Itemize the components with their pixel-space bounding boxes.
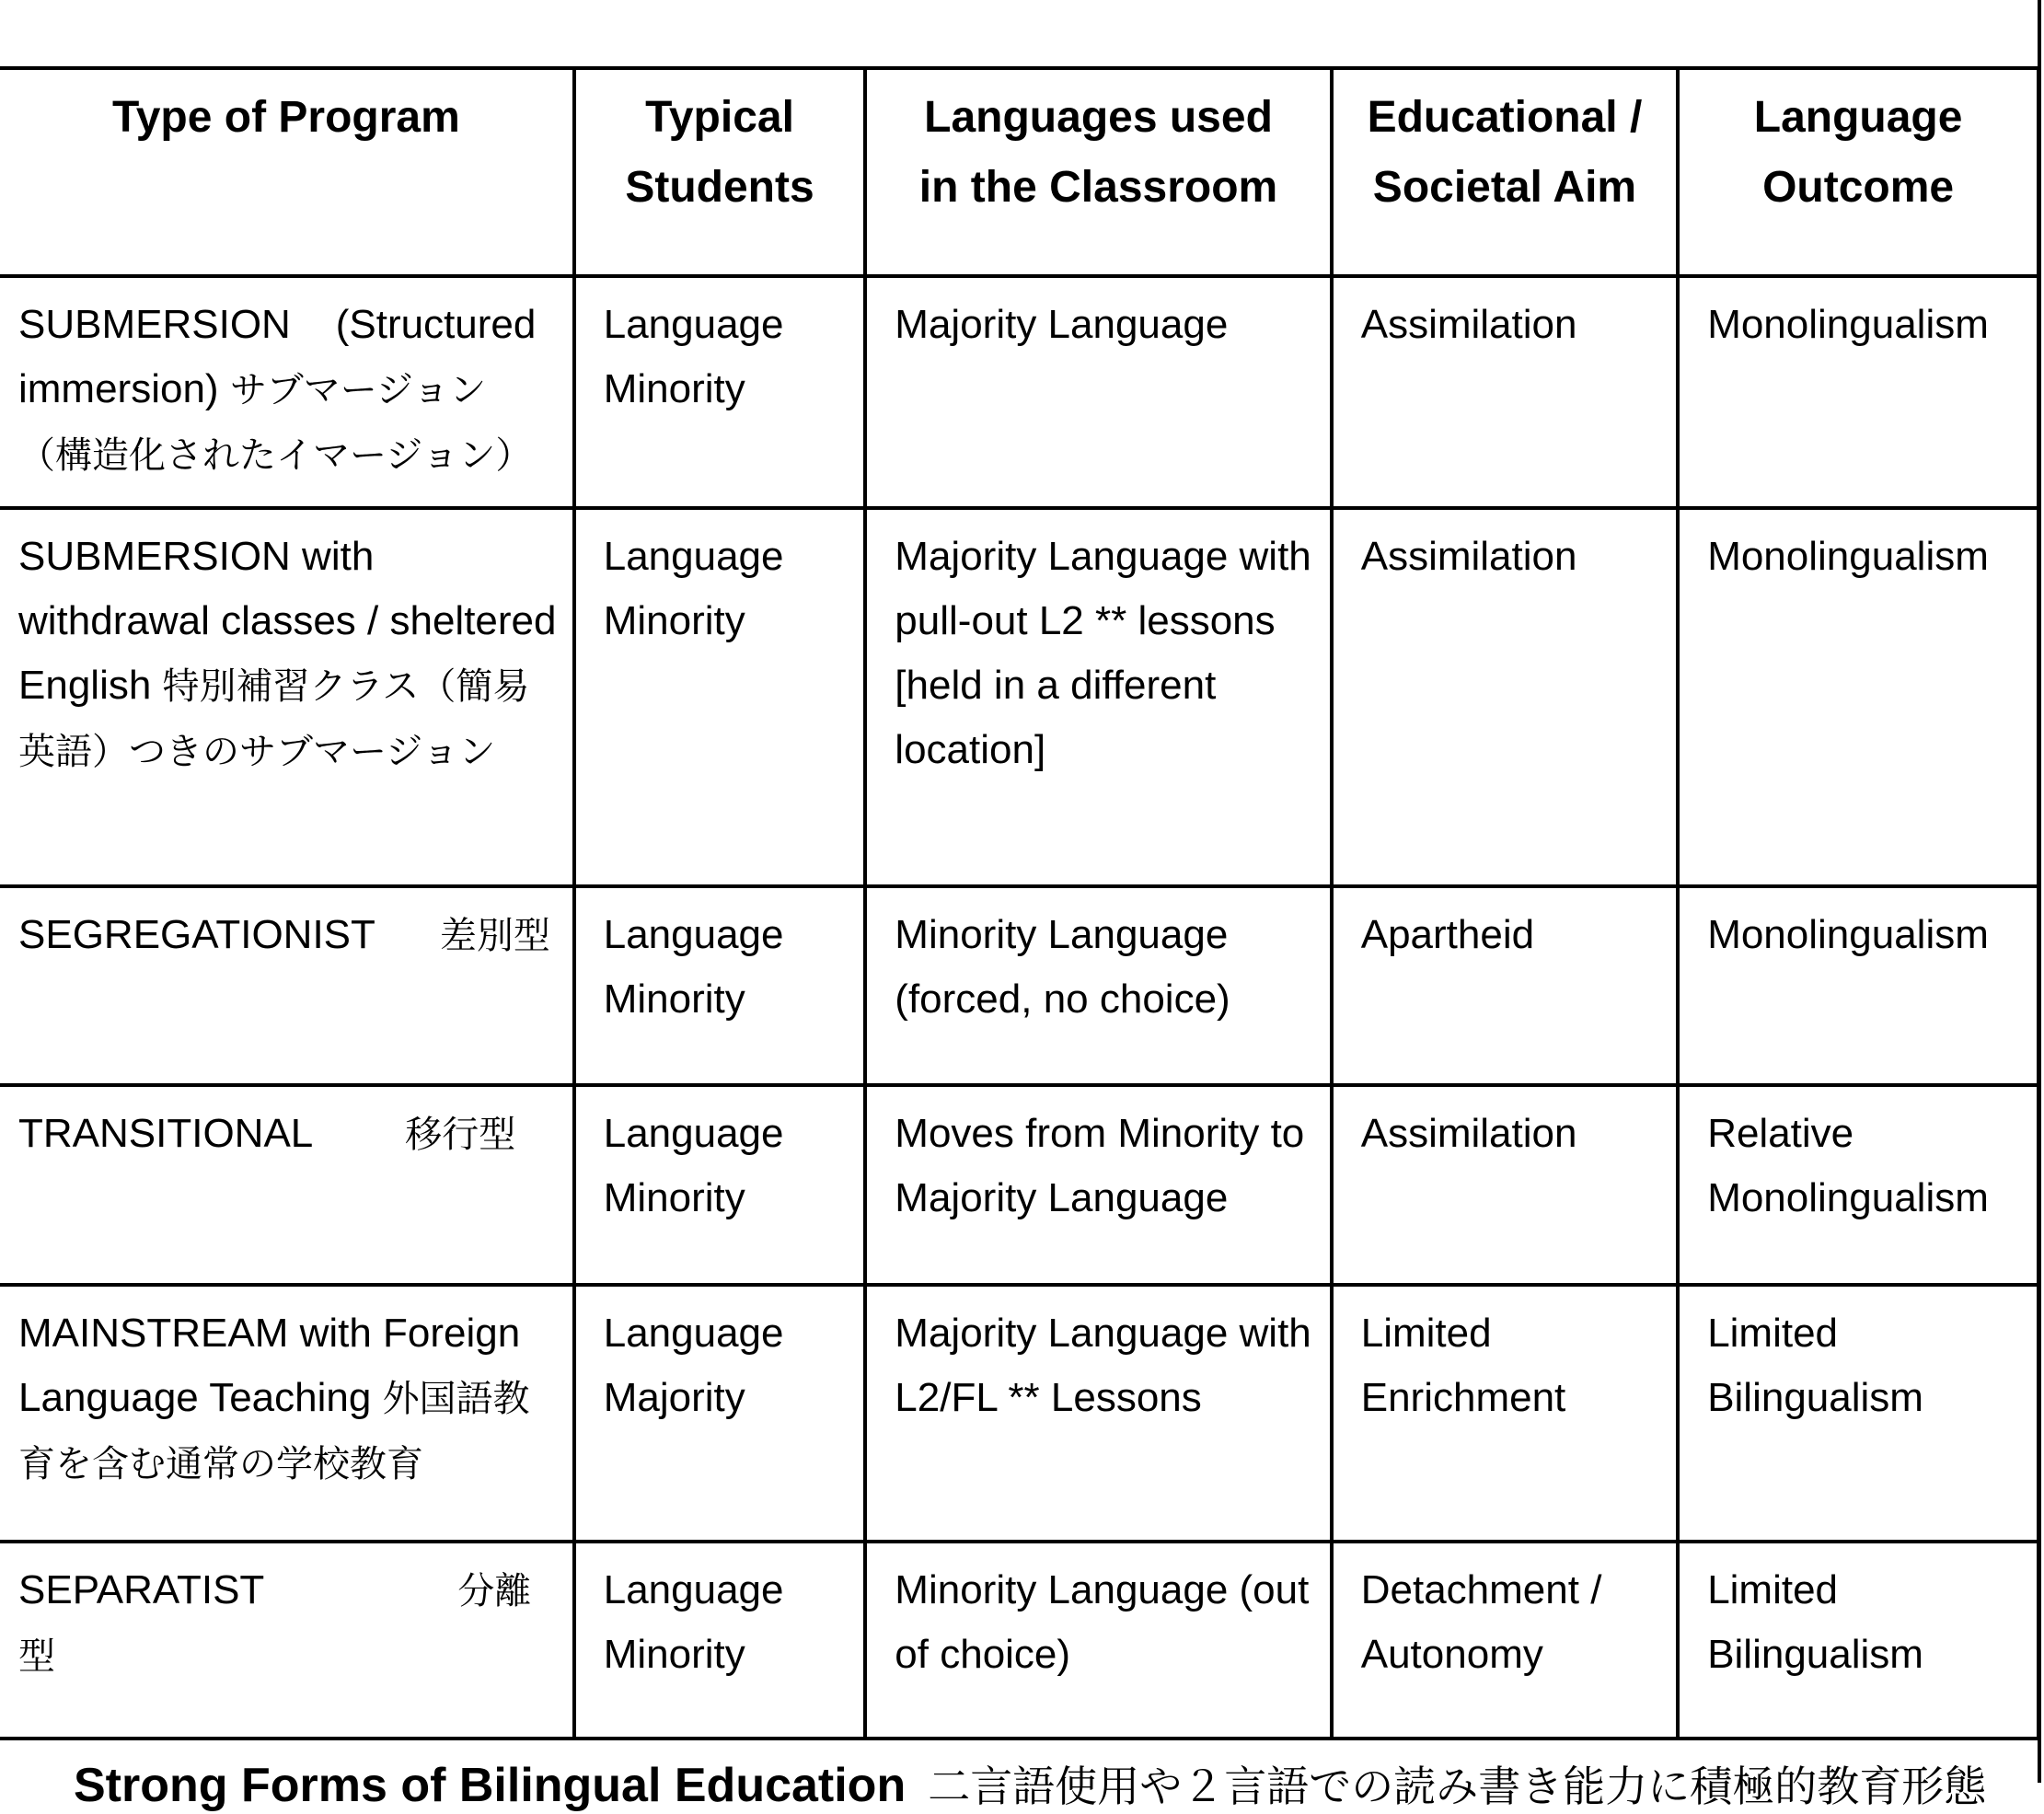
table-row [0, 508, 2038, 886]
table-row [0, 1285, 2038, 1542]
program-name-ja: 分離型 [18, 1570, 532, 1678]
cell-students: Language Minority [574, 1542, 866, 1739]
table-row [0, 1542, 2038, 1739]
table-header-row [0, 68, 2038, 276]
header-line: Language [1753, 93, 1963, 142]
caption-ja: 二言語使用や２言語での読み書き能力に積極的教育形態 [928, 1762, 1987, 1811]
cell-languages: Moves from Minority to Majority Language [865, 1085, 1331, 1285]
cell-program-type [0, 276, 574, 508]
program-name-en: SUBMERSION (Structured immersion) [18, 302, 548, 411]
cell-students: Language Minority [574, 508, 866, 886]
cell-languages: Majority Language [865, 276, 1331, 508]
program-name-ja: 外国語教育を含む通常の学校教育 [18, 1378, 530, 1485]
program-name-en: SUBMERSION with withdrawal classes / sheltered English [18, 534, 557, 708]
cell-program-type [0, 1085, 574, 1285]
cell-students: Language Minority [574, 1085, 866, 1285]
header-educational-aim [1332, 68, 1678, 276]
bilingual-program-table [0, 66, 2040, 1740]
cell-outcome: Monolingualism [1678, 508, 2038, 886]
header-line: Students [625, 163, 814, 212]
header-line: Educational / [1367, 93, 1643, 142]
caption-en: Strong Forms of Bilingual Education [74, 1759, 907, 1812]
header-line: Outcome [1762, 163, 1955, 212]
table-row [0, 886, 2038, 1085]
header-line: in the Classroom [918, 163, 1278, 212]
cell-outcome: Limited Bilingualism [1678, 1542, 2038, 1739]
cell-outcome: Monolingualism [1678, 276, 2038, 508]
cell-program-type [0, 1285, 574, 1542]
cell-students: Language Minority [574, 276, 866, 508]
cell-aim: Assimilation [1332, 276, 1678, 508]
cell-aim: Detachment / Autonomy [1332, 1542, 1678, 1739]
program-name-ja: サブマージョン（構造化されたイマージョン） [18, 369, 533, 477]
cell-languages: Minority Language (out of choice) [865, 1542, 1331, 1739]
cell-program-type [0, 886, 574, 1085]
program-name-ja: 特別補習クラス（簡易英語）つきのサブマージョン [18, 665, 530, 773]
cell-aim: Assimilation [1332, 508, 1678, 886]
program-name-ja: 移行型 [405, 1114, 516, 1156]
cell-languages: Minority Language (forced, no choice) [865, 886, 1331, 1085]
program-name-en: SEGREGATIONIST [18, 912, 375, 957]
cell-program-type [0, 508, 574, 886]
program-name-en: SEPARATIST [18, 1567, 265, 1612]
cell-students: Language Minority [574, 886, 866, 1085]
header-language-outcome [1678, 68, 2038, 276]
program-name-en: TRANSITIONAL [18, 1111, 314, 1156]
header-line: Languages used [924, 93, 1273, 142]
program-name-ja: 差別型 [439, 915, 550, 957]
header-line: Societal Aim [1372, 163, 1637, 212]
cell-aim: Limited Enrichment [1332, 1285, 1678, 1542]
cell-aim: Apartheid [1332, 886, 1678, 1085]
cell-students: Language Majority [574, 1285, 866, 1542]
cell-aim: Assimilation [1332, 1085, 1678, 1285]
header-languages-used [865, 68, 1331, 276]
table-row [0, 276, 2038, 508]
cell-program-type [0, 1542, 574, 1739]
header-typical-students [574, 68, 866, 276]
cell-outcome: Relative Monolingualism [1678, 1085, 2038, 1285]
table-row [0, 1085, 2038, 1285]
cell-languages: Majority Language with pull-out L2 ** lessons [held in a different location] [865, 508, 1331, 886]
cell-outcome: Monolingualism [1678, 886, 2038, 1085]
header-line: Type of Program [111, 93, 460, 142]
cell-languages: Majority Language with L2/FL ** Lessons [865, 1285, 1331, 1542]
header-type-of-program [0, 68, 574, 276]
header-line: Typical [645, 93, 794, 142]
strong-forms-caption [74, 1758, 1986, 1814]
cell-outcome: Limited Bilingualism [1678, 1285, 2038, 1542]
program-name-en: MAINSTREAM with Foreign Language Teaching [18, 1311, 521, 1420]
